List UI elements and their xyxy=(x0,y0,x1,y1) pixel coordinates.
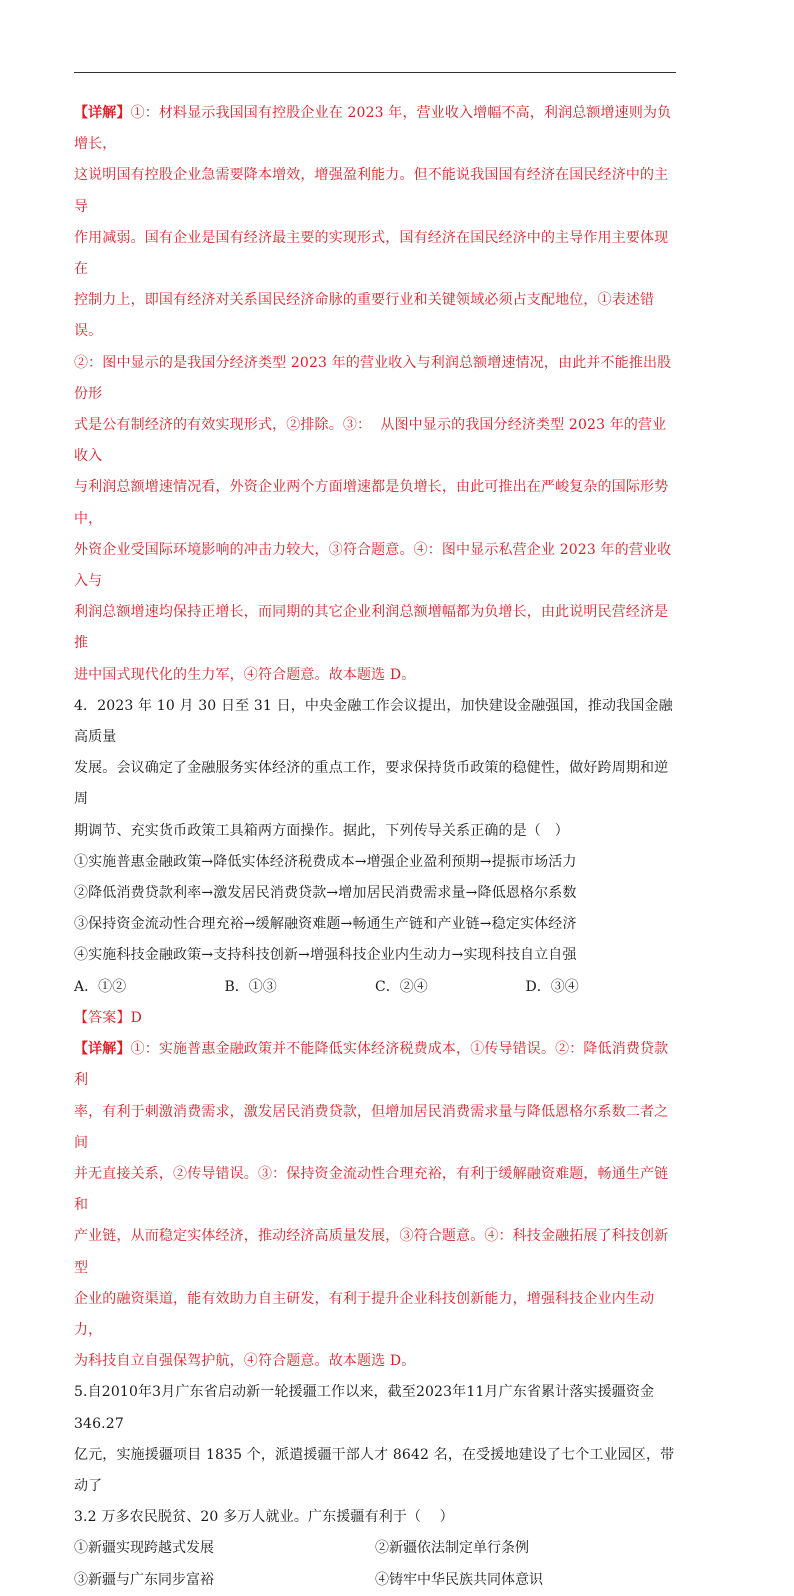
question-5 xyxy=(74,1377,676,1595)
question-stem-line: 期调节、充实货币政策工具箱两方面操作。据此，下列传导关系正确的是（ ） xyxy=(74,822,569,839)
header-rule xyxy=(74,72,676,73)
detail-line: 【详解】①：实施普惠金融政策并不能降低实体经济税费成本，①传导错误。②：降低消费贷款利 xyxy=(74,1041,669,1089)
option-b: B．①③ xyxy=(224,978,277,995)
detail-line: 控制力上，即国有经济对关系国民经济命脉的重要行业和关键领域必须占支配地位，①表述错误。 xyxy=(74,292,655,340)
detail-line: 为科技自立自强保驾护航，④符合题意。故本题选 D。 xyxy=(74,1353,416,1370)
detail-paragraph-q4 xyxy=(74,1034,676,1377)
question-4 xyxy=(74,691,676,1377)
detail-line: 式是公有制经济的有效实现形式，②排除。③： 从图中显示的我国分经济类型 2023 年的营业收入 xyxy=(74,417,667,465)
answer-line: 【答案】D xyxy=(74,1009,142,1026)
detail-line: 【详解】①：材料显示我国国有控股企业在 2023 年，营业收入增幅不高，利润总额增速则为负增长， xyxy=(74,105,672,153)
option-a: A．①② xyxy=(74,978,127,995)
statement-item: ②降低消费贷款利率→激发居民消费贷款→增加居民消费需求量→降低恩格尔系数 xyxy=(74,885,577,902)
question-stem-line: 亿元，实施援疆项目 1835 个，派遣援疆干部人才 8642 名，在受援地建设了七个工业园区，带动了 xyxy=(74,1446,675,1494)
detail-line: 企业的融资渠道，能有效助力自主研发，有利于提升企业科技创新能力，增强科技企业内生动力， xyxy=(74,1290,655,1338)
statement-item: ③保持资金流动性合理充裕→缓解融资难题→畅通生产链和产业链→稳定实体经济 xyxy=(74,916,577,933)
question-stem-line: 5.自2010年3月广东省启动新一轮援疆工作以来，截至2023年11月广东省累计落实援疆资金346.27 xyxy=(74,1384,655,1432)
detail-line: ②：图中显示的是我国分经济类型 2023 年的营业收入与利润总额增速情况，由此并不能推出股份形 xyxy=(74,354,672,402)
question-stem-line: 3.2 万多农民脱贫、20 多万人就业。广东援疆有利于（ ） xyxy=(74,1509,454,1526)
detail-line: 产业链，从而稳定实体经济，推动经济高质量发展，③符合题意。④：科技金融拓展了科技创新型 xyxy=(74,1228,669,1276)
detail-line: 率，有利于刺激消费需求，激发居民消费贷款，但增加居民消费需求量与降低恩格尔系数二者之间 xyxy=(74,1103,669,1151)
detail-line: 利润总额增速均保持正增长，而同期的其它企业利润总额增幅都为负增长，由此说明民营经济是推 xyxy=(74,604,669,652)
statement-row xyxy=(74,1533,676,1564)
statement-row xyxy=(74,1565,676,1596)
option-d: D．③④ xyxy=(525,978,579,995)
detail-line: 外资企业受国际环境影响的冲击力较大，③符合题意。④：图中显示私营企业 2023 年的营业收入与 xyxy=(74,541,672,590)
detail-line: 这说明国有控股企业急需要降本增效，增强盈利能力。但不能说我国国有经济在国民经济中的主导 xyxy=(74,167,669,215)
detail-tag: 【详解】 xyxy=(74,105,131,121)
statement-item: ①实施普惠金融政策→降低实体经济税费成本→增强企业盈利预期→提振市场活力 xyxy=(74,853,577,870)
question-stem-line: 4．2023 年 10 月 30 日至 31 日，中央金融工作会议提出，加快建设金融强国，推动我国金融高质量 xyxy=(74,697,673,746)
statement-item: ②新疆依法制定单行条例 xyxy=(375,1540,529,1557)
detail-line: 进中国式现代化的生力军，④符合题意。故本题选 D。 xyxy=(74,666,416,683)
document-content xyxy=(74,98,676,1596)
detail-line: 与利润总额增速情况看，外资企业两个方面增速都是负增长，由此可推出在严峻复杂的国际形势中， xyxy=(74,479,669,527)
statement-item: ③新疆与广东同步富裕 xyxy=(74,1571,214,1588)
detail-line: 并无直接关系，②传导错误。③：保持资金流动性合理充裕，有利于缓解融资难题，畅通生产链和 xyxy=(74,1165,669,1214)
option-c: C．②④ xyxy=(375,978,428,995)
statement-item: ④实施科技金融政策→支持科技创新→增强科技企业内生动力→实现科技自立自强 xyxy=(74,947,577,964)
statement-item: ④铸牢中华民族共同体意识 xyxy=(375,1571,543,1588)
answer-options xyxy=(74,972,676,1003)
detail-paragraph-q3 xyxy=(74,98,676,691)
detail-line: 作用减弱。国有企业是国有经济最主要的实现形式，国有经济在国民经济中的主导作用主要体现在 xyxy=(74,229,669,278)
statement-item: ①新疆实现跨越式发展 xyxy=(74,1540,214,1557)
question-stem-line: 发展。会议确定了金融服务实体经济的重点工作，要求保持货币政策的稳健性，做好跨周期和逆周 xyxy=(74,760,669,808)
detail-tag: 【详解】 xyxy=(74,1041,131,1058)
